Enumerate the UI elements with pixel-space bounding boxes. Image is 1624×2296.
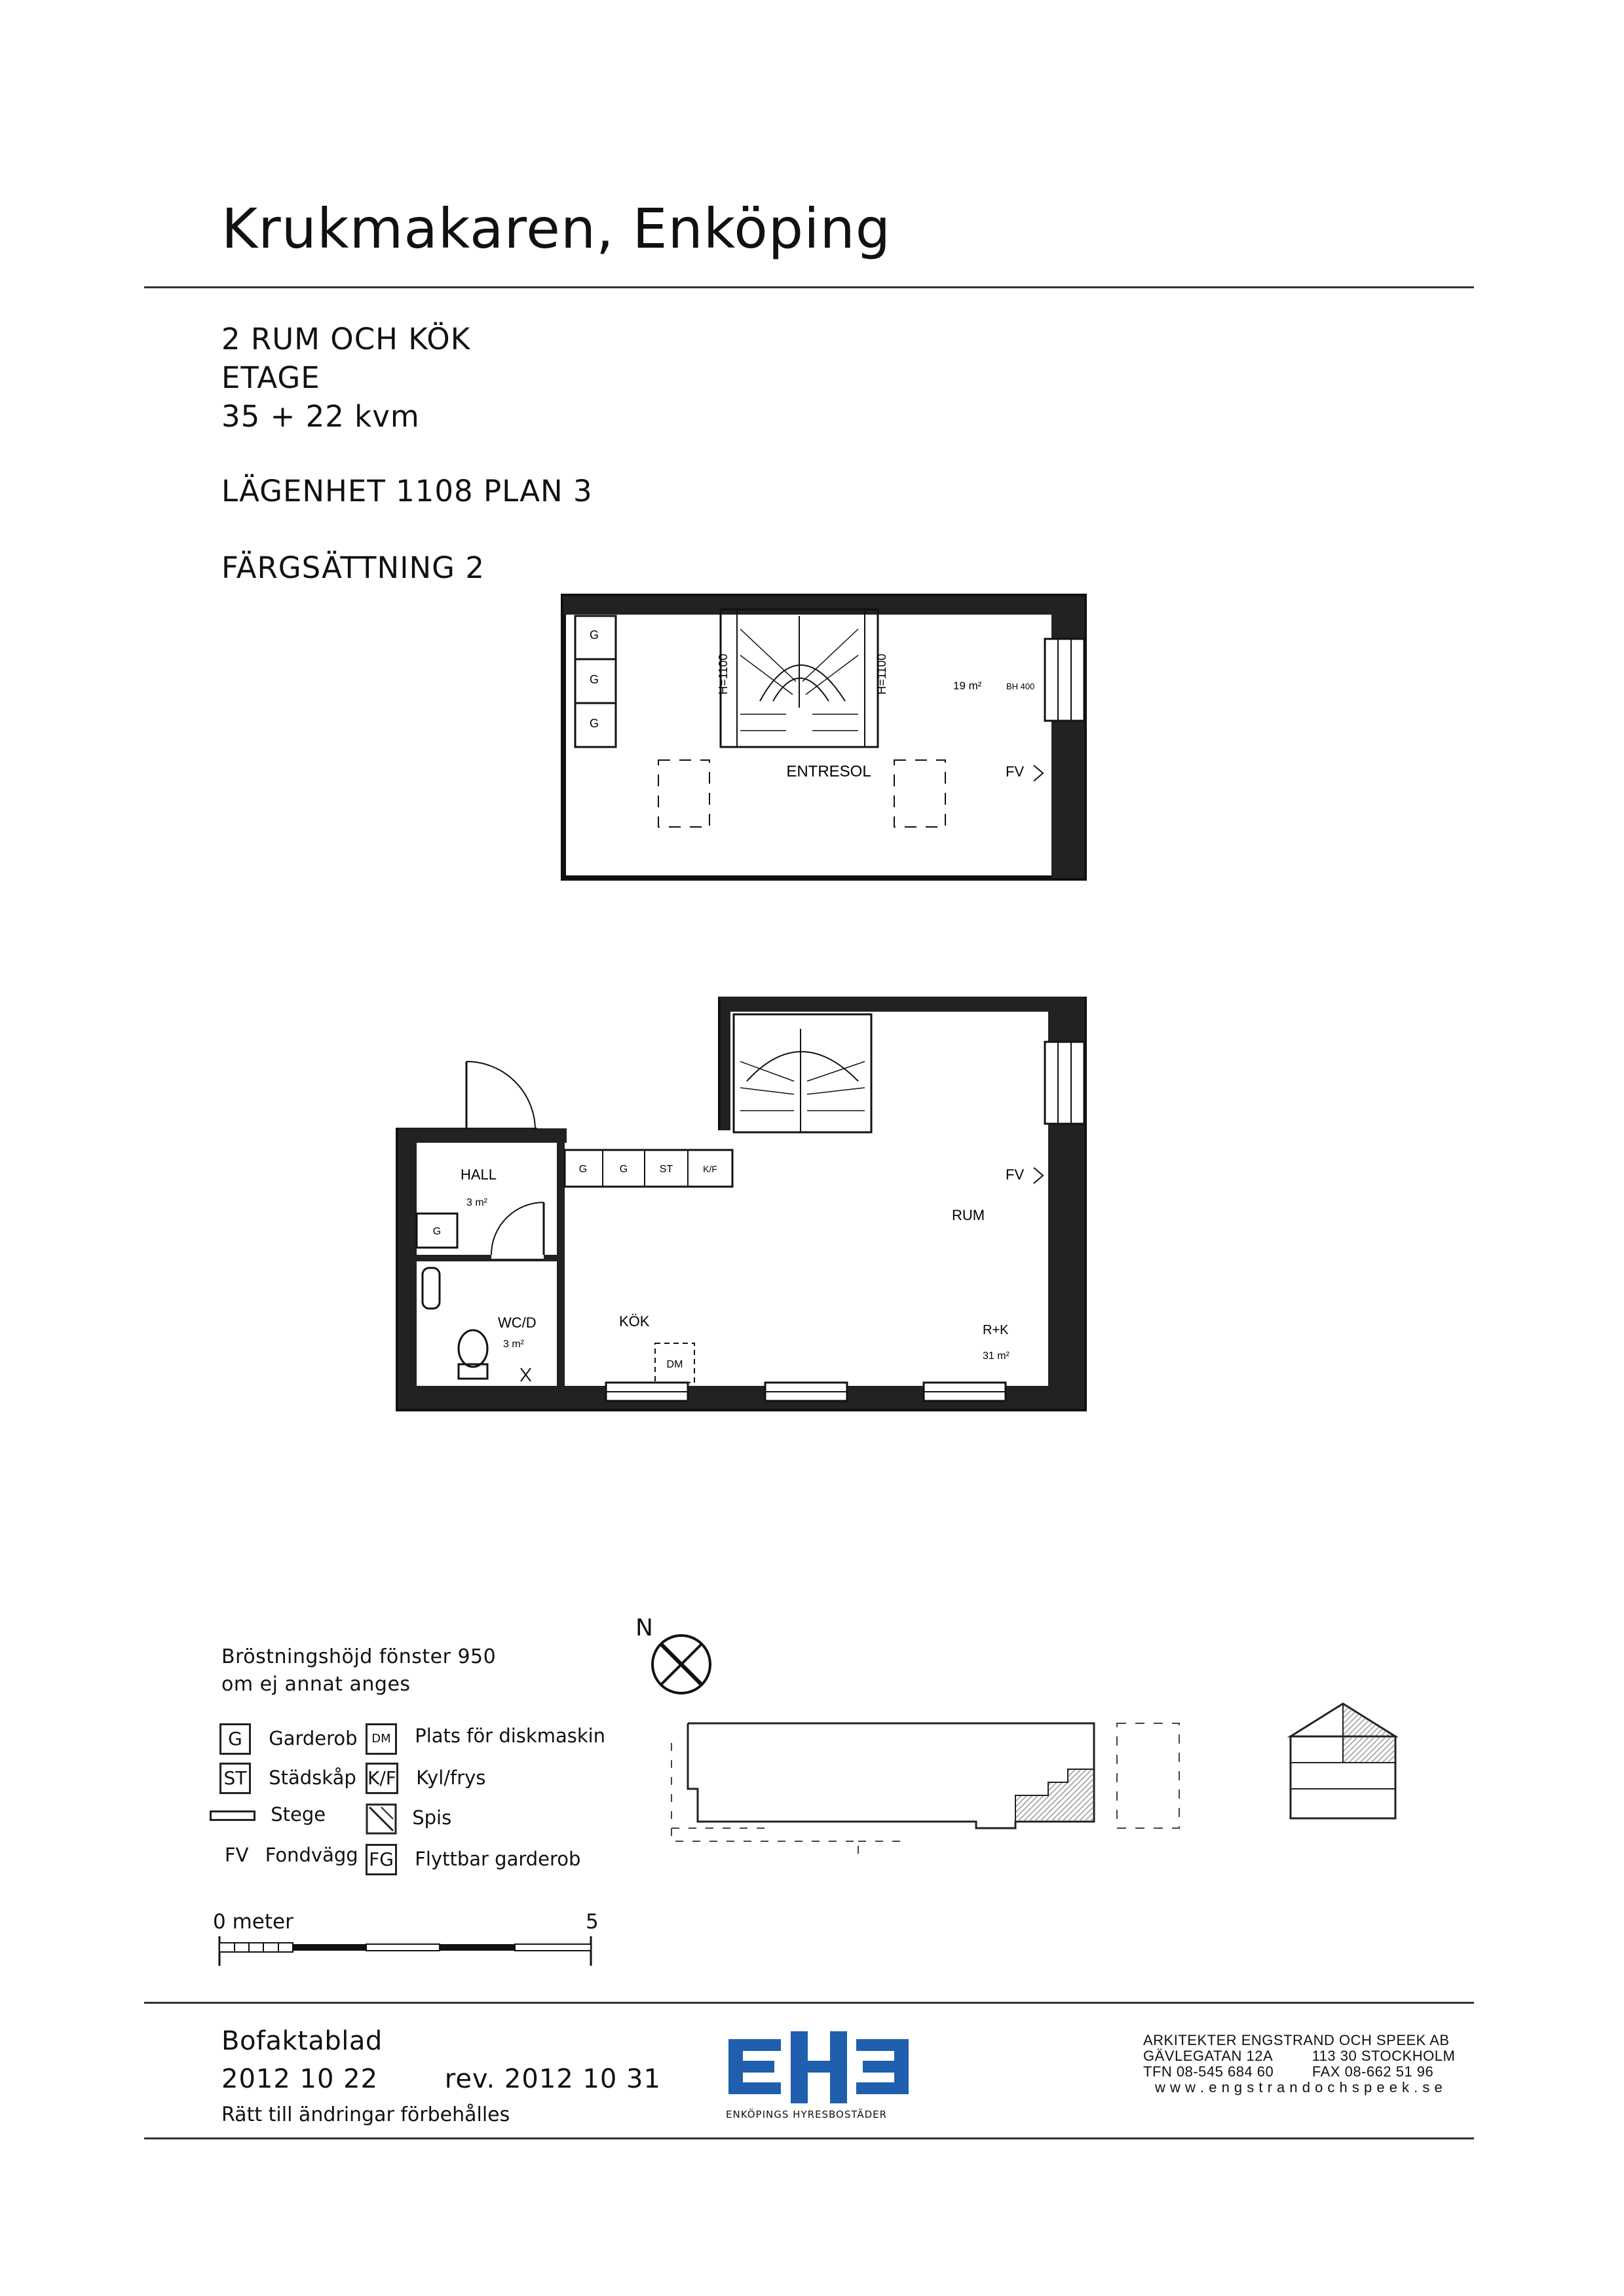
spec-color: FÄRGSÄTTNING 2: [221, 550, 485, 585]
legend-kf-code: K/F: [366, 1763, 398, 1794]
lower-hall-area: 3 m²: [466, 1197, 487, 1208]
footer-rev: rev. 2012 10 31: [444, 2064, 661, 2094]
lower-k4: K/F: [703, 1164, 717, 1174]
lower-plan: [398, 997, 1084, 1409]
upper-area: 19 m²: [953, 679, 982, 692]
stege-icon: [210, 1810, 255, 1821]
arch-city: 113 30 STOCKHOLM: [1312, 2048, 1456, 2064]
legend-stege-label: Stege: [271, 1803, 326, 1826]
legend-g: [219, 1723, 358, 1755]
legend-g-code: G: [219, 1723, 251, 1755]
scale-bar: [216, 1936, 596, 1969]
upper-room-label: ENTRESOL: [786, 763, 871, 780]
spec-rooms: 2 RUM OCH KÖK: [221, 322, 471, 356]
legend-st-label: Städskåp: [269, 1767, 356, 1789]
upper-h-left: H=1100: [717, 653, 730, 695]
compass-label: N: [635, 1615, 653, 1641]
legend-spis-label: Spis: [412, 1807, 452, 1829]
arch-web: w w w . e n g s t r a n d o c h s p e e k . s e: [1155, 2079, 1443, 2095]
scale-start: 0 meter: [213, 1910, 293, 1934]
legend-dm: [366, 1723, 605, 1755]
lower-k1: G: [578, 1164, 588, 1175]
footer-dates: [221, 2064, 661, 2094]
upper-fv: FV: [1006, 763, 1025, 780]
page-title: Krukmakaren, Enköping: [221, 197, 892, 261]
logo-subtitle: ENKÖPINGS HYRESBOSTÄDER: [726, 2109, 888, 2120]
lower-hall-g: G: [432, 1226, 442, 1237]
lower-wc: WC/D: [498, 1314, 537, 1331]
lower-kok: KÖK: [619, 1313, 650, 1330]
lower-wc-area: 3 m²: [503, 1339, 524, 1350]
upper-h-right: H=1100: [875, 653, 888, 695]
footer-doc: Bofaktablad: [221, 2026, 383, 2056]
window-note-line1: Bröstningshöjd fönster 950: [221, 1645, 497, 1668]
legend-g-label: Garderob: [269, 1727, 358, 1750]
lower-k3: ST: [659, 1164, 673, 1175]
upper-plan: [563, 596, 1084, 878]
spec-type: ETAGE: [221, 360, 320, 395]
window-note-line2: om ej annat anges: [221, 1673, 411, 1696]
legend-fv-code: FV: [225, 1844, 249, 1866]
legend-fg-code: FG: [366, 1844, 397, 1875]
legend-kf: [366, 1763, 485, 1794]
legend-spis: [366, 1803, 451, 1835]
legend-fg: [366, 1844, 580, 1875]
legend-dm-label: Plats för diskmaskin: [415, 1725, 606, 1747]
ehb-logo: [722, 2031, 918, 2103]
lower-hall: HALL: [461, 1166, 497, 1183]
legend-stege: [210, 1803, 326, 1826]
arch-fax: FAX 08-662 51 96: [1312, 2063, 1434, 2080]
compass-icon: [649, 1632, 714, 1697]
footer-date: 2012 10 22: [221, 2064, 379, 2094]
upper-bh: BH 400: [1006, 681, 1035, 691]
lower-dm: DM: [666, 1359, 683, 1370]
key-plan: [642, 1691, 1415, 1861]
lower-rk: R+K: [983, 1323, 1009, 1337]
legend-dm-code: DM: [366, 1723, 397, 1755]
scale-end: 5: [586, 1910, 599, 1934]
architect-block: [1143, 2033, 1455, 2095]
window-note: [221, 1643, 496, 1698]
arch-name: ARKITEKTER ENGSTRAND OCH SPEEK AB: [1143, 2032, 1450, 2048]
footer-rights: Rätt till ändringar förbehålles: [221, 2103, 510, 2126]
lower-fv: FV: [1006, 1166, 1025, 1183]
lower-rum: RUM: [951, 1207, 985, 1223]
legend-st-code: ST: [219, 1763, 251, 1794]
upper-g2: G: [589, 673, 599, 686]
footer-top-rule: [144, 2002, 1474, 2004]
spis-icon: [366, 1803, 397, 1835]
legend-kf-label: Kyl/frys: [416, 1767, 486, 1789]
footer-bottom-rule: [144, 2137, 1474, 2139]
upper-g3: G: [589, 717, 599, 730]
legend-fv: [225, 1844, 358, 1866]
legend-st: [219, 1763, 356, 1794]
arch-phone: TFN 08-545 684 60: [1143, 2063, 1274, 2080]
legend-fg-label: Flyttbar garderob: [415, 1848, 581, 1870]
arch-street: GÄVLEGATAN 12A: [1143, 2048, 1272, 2064]
spec-area: 35 + 22 kvm: [221, 399, 420, 434]
spec-apartment: LÄGENHET 1108 PLAN 3: [221, 474, 593, 508]
legend-fv-label: Fondvägg: [265, 1844, 358, 1866]
lower-k2: G: [619, 1164, 628, 1175]
upper-g1: G: [589, 628, 599, 641]
lower-rk-area: 31 m²: [983, 1350, 1010, 1362]
